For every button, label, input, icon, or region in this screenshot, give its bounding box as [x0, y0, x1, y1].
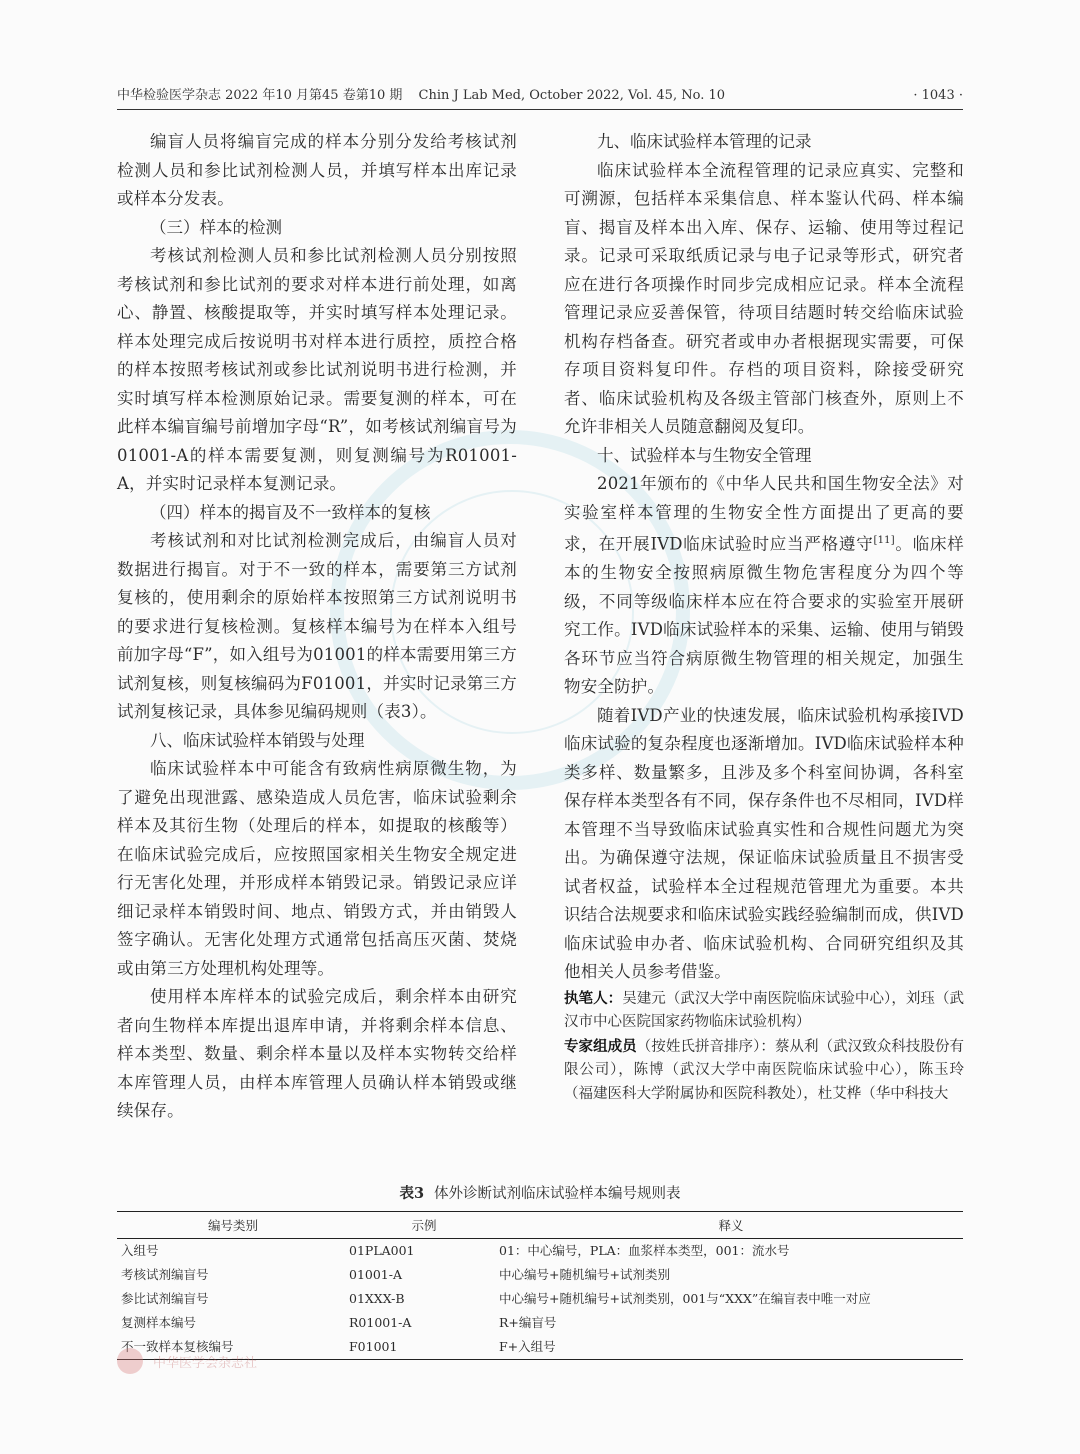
section-heading: 八、临床试验样本销毁与处理 — [150, 730, 365, 750]
table-row — [117, 1311, 963, 1335]
left-column — [117, 128, 517, 1126]
paragraph — [564, 470, 964, 702]
section-heading: （四）样本的揭盲及不一致样本的复核 — [150, 502, 431, 522]
flower-logo-icon — [117, 1348, 143, 1374]
table-header-cell: 编号类别 — [207, 1218, 258, 1233]
journal-cn: 中华检验医学杂志 2022 年10 月第45 卷第10 期 — [117, 88, 403, 103]
table-row — [117, 1263, 963, 1287]
table-caption-title: 体外诊断试剂临床试验样本编号规则表 — [434, 1186, 681, 1202]
paragraph: 随着IVD产业的快速发展，临床试验机构承接IVD临床试验的复杂程度也逐渐增加。IVD临床试验样本种类多样、数量繁多，且涉及多个科室间协调，各科室保存样本类型各有不同，保存条件也不尽相同，IVD样本管理不当导致临床试验真实性和合规性问题尤为突出。为确保遵守法规，保证临床试验质量且不损害受试者权益，试验样本全过程规范管理尤为重要。本共识结合法规要求和临床试验实践经验编制而成，供IVD临床试验申办者、临床试验机构、合同研究组织及其他相关人员参考借鉴。 — [564, 705, 964, 981]
table-cell: 考核试剂编盲号 — [121, 1267, 209, 1282]
paragraph: 临床试验样本全流程管理的记录应真实、完整和可溯源，包括样本采集信息、样本鉴认代码、样本编盲、揭盲及样本出入库、保存、运输、使用等过程记录。记录可采取纸质记录与电子记录等形式，研究者应在进行各项操作时同步完成相应记录。样本全流程管理记录应妥善保管，待项目结题时转交给临床试验机构存档备查。研究者或申办者根据现实需要，可保存项目资料复印件。存档的项目资料，除接受研究者、临床试验机构及各级主管部门核查外，原则上不允许非相关人员随意翻阅及复印。 — [564, 160, 964, 436]
publisher-logo — [117, 1348, 257, 1374]
citation-ref[interactable]: [11] — [873, 535, 895, 546]
section-heading: （三）样本的检测 — [150, 217, 282, 237]
table-caption — [117, 1182, 963, 1203]
section-heading: 十、试验样本与生物安全管理 — [597, 445, 812, 465]
table-header-cell: 释义 — [718, 1218, 744, 1233]
table-cell: 01PLA001 — [349, 1243, 415, 1258]
table-cell: 参比试剂编盲号 — [121, 1291, 209, 1306]
table-header-cell: 示例 — [411, 1218, 437, 1233]
journal-info — [117, 84, 737, 103]
paragraph: 临床试验样本中可能含有致病性病原微生物，为了避免出现泄露、感染造成人员危害，临床试验剩余样本及其衍生物（处理后的样本，如提取的核酸等）在临床试验完成后，应按照国家相关生物安全规定进行无害化处理，并形成样本销毁记录。销毁记录应详细记录样本销毁时间、地点、销毁方式，并由销毁人签字确认。无害化处理方式通常包括高压灭菌、焚烧或由第三方处理机构处理等。 — [117, 759, 517, 978]
table-row — [117, 1239, 963, 1264]
page-number: · 1043 · — [913, 88, 963, 103]
table-cell: 复测样本编号 — [121, 1315, 197, 1330]
paragraph-text: 。临床样本的生物安全按照病原微生物危害程度分为四个等级，不同等级临床样本应在符合要求的实验室开展研究工作。IVD临床试验样本的采集、运输、使用与销毁各环节应当符合病原微生物管理的相关规定，加强生物安全防护。 — [564, 534, 964, 696]
table-cell: 入组号 — [121, 1243, 159, 1258]
table-cell: 中心编号+随机编号+试剂类别，001与“XXX”在编盲表中唯一对应 — [499, 1291, 871, 1306]
journal-en: Chin J Lab Med, October 2022, Vol. 45, No. 10 — [418, 88, 725, 103]
experts-text: （按姓氏拼音排序）：蔡从利（武汉致众科技股份有限公司），陈博（武汉大学中南医院临床试验中心），陈玉玲（福建医科大学附属协和医院科教处），杜艾桦（华中科技大 — [564, 1038, 965, 1102]
table-cell: R+编盲号 — [499, 1315, 557, 1330]
authors-text: 吴建元（武汉大学中南医院临床试验中心），刘珏（武汉市中心医院国家药物临床试验机构） — [564, 990, 965, 1030]
experts-label: 专家组成员 — [564, 1037, 637, 1055]
table-row — [117, 1287, 963, 1311]
paragraph: 使用样本库样本的试验完成后，剩余样本由研究者向生物样本库提出退库申请，并将剩余样本信息、样本类型、数量、剩余样本量以及样本实物转交给样本库管理人员，由样本库管理人员确认样本销毁或继续保存。 — [117, 987, 517, 1120]
paragraph-text: 2021年颁布的《中华人民共和国生物安全法》对实验室样本管理的生物安全性方面提出了更高的要求，在开展IVD临床试验时应当严格遵守 — [564, 474, 964, 554]
table-cell: F01001 — [349, 1339, 398, 1354]
authors-credit — [564, 987, 964, 1035]
table-cell: 01：中心编号，PLA：血浆样本类型，001：流水号 — [499, 1243, 790, 1258]
coding-rules-table — [117, 1211, 963, 1360]
table-cell: R01001-A — [349, 1315, 412, 1330]
table-cell: 中心编号+随机编号+试剂类别 — [499, 1267, 670, 1282]
section-heading: 九、临床试验样本管理的记录 — [597, 132, 812, 151]
table-cell: 不一致样本复核编号 — [121, 1339, 234, 1354]
table-caption-label: 表3 — [399, 1185, 425, 1202]
experts-credit — [564, 1035, 964, 1107]
table-cell: 01XXX-B — [349, 1291, 405, 1306]
table-header-row — [117, 1212, 963, 1239]
paragraph: 编盲人员将编盲完成的样本分别分发给考核试剂检测人员和参比试剂检测人员，并填写样本出库记录或样本分发表。 — [117, 132, 517, 208]
table-cell: F+入组号 — [499, 1339, 556, 1354]
authors-label: 执笔人： — [564, 989, 623, 1007]
right-column — [564, 128, 964, 1106]
paragraph: 考核试剂和对比试剂检测完成后，由编盲人员对数据进行揭盲。对于不一致的样本，需要第三方试剂复核的，使用剩余的原始样本按照第三方试剂说明书的要求进行复核检测。复核样本编号为在样本入组号前加字母“F”，如入组号为01001的样本需要用第三方试剂复核，则复核编码为F01001，并实时记录第三方试剂复核记录，具体参见编码规则（表3）。 — [117, 531, 517, 721]
table-3 — [117, 1182, 963, 1360]
paragraph: 考核试剂检测人员和参比试剂检测人员分别按照考核试剂和参比试剂的要求对样本进行前处理，如离心、静置、核酸提取等，并实时填写样本处理记录。样本处理完成后按说明书对样本进行质控，质控合格的样本按照考核试剂或参比试剂说明书进行检测，并实时填写样本检测原始记录。需要复测的样本，可在此样本编盲编号前增加字母“R”，如考核试剂编盲号为01001-A的样本需要复测，则复测编号为R01001-A，并实时记录样本复测记录。 — [117, 246, 517, 493]
running-header — [117, 84, 963, 103]
table-cell: 01001-A — [349, 1267, 403, 1282]
publisher-name: 中华医学会杂志社 — [153, 1355, 258, 1371]
header-rule — [117, 109, 963, 110]
